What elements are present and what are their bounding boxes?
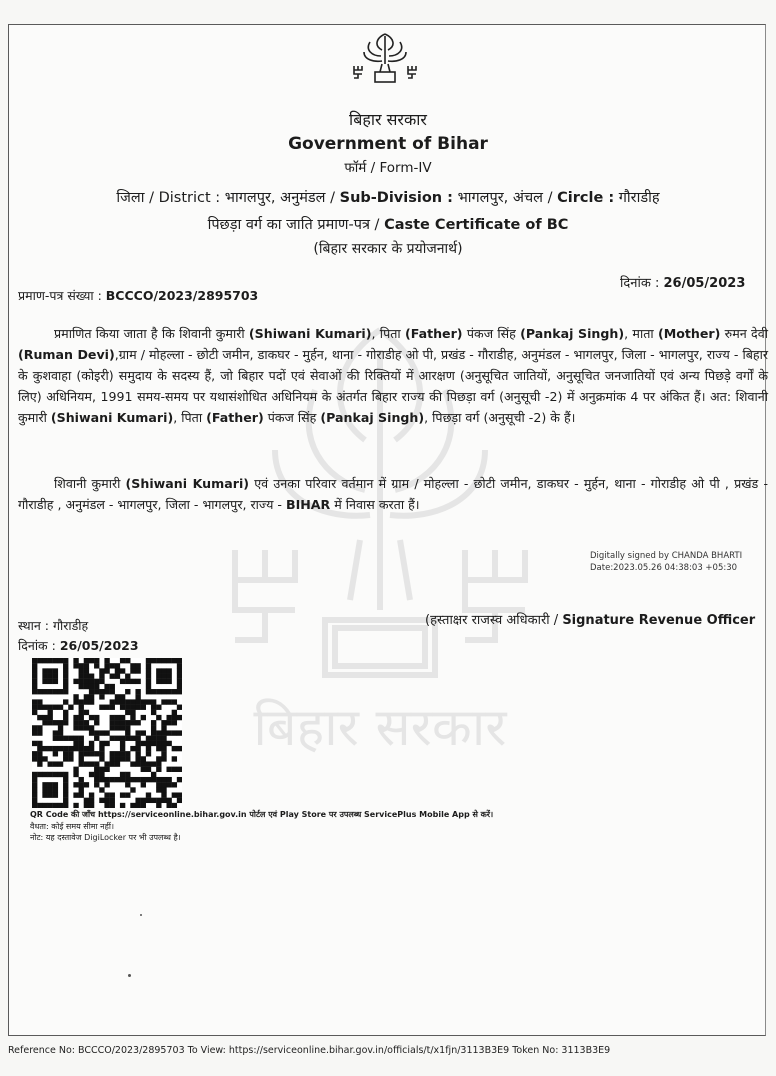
place-date-block — [18, 616, 139, 656]
qr-code — [32, 658, 182, 808]
location-line — [0, 187, 776, 207]
date-value: 26/05/2023 — [663, 276, 746, 291]
certificate-number-label: प्रमाण-पत्र संख्या : — [18, 288, 102, 303]
qr-note-text-b: पोर्टल एवं Play Store पर उपलब्ध — [246, 810, 365, 819]
qr-note-text-c: से करें। — [469, 810, 494, 819]
body-text-segment: (Shiwani Kumari) — [125, 476, 250, 491]
digital-signature-signer: Digitally signed by CHANDA BHARTI — [590, 551, 743, 561]
body-text-segment: , पिछड़ा वर्ग (अनुसूची -2) के हैं। — [424, 410, 576, 425]
body-text-segment: (Mother) — [657, 326, 721, 341]
bodhi-tree-emblem — [350, 30, 420, 86]
body-text-segment: पंकज सिंह — [263, 410, 321, 425]
gov-hindi-title: बिहार सरकार — [349, 110, 427, 129]
body-text-segment: (Shiwani Kumari) — [50, 410, 174, 425]
qr-note-line-2: वैधता: कोई समय सीमा नहीं। — [30, 821, 114, 831]
body-text-segment: (Father) — [404, 326, 463, 341]
qr-note-app: ServicePlus Mobile App — [364, 810, 470, 819]
title-english: Caste Certificate of BC — [384, 217, 569, 233]
certificate-body-paragraph-2 — [18, 473, 768, 515]
circle-label: Circle : — [557, 190, 615, 206]
body-text-segment: (Pankaj Singh) — [320, 410, 425, 425]
certificate-number-value: BCCCO/2023/2895703 — [105, 288, 259, 303]
body-text-segment: , पिता — [173, 410, 207, 425]
qr-note — [30, 809, 493, 844]
certificate-title — [0, 214, 776, 234]
body-text-segment: (Shiwani Kumari) — [248, 326, 372, 341]
body-text-segment: , पिता — [371, 326, 405, 341]
swastika-left-icon — [354, 66, 362, 78]
date-label: दिनांक : — [620, 276, 660, 291]
place-date-label: दिनांक : — [18, 638, 56, 653]
place-value: गौराडीह — [52, 618, 89, 633]
reference-footer: Reference No: BCCCO/2023/2895703 To View: https://serviceonline.bihar.gov.in/officials/t/x1fjn/3113B3E9 Token No: 3113B3E9 — [8, 1045, 611, 1056]
body-text-segment: पंकज सिंह — [462, 326, 521, 341]
form-label: फॉर्म / Form-IV — [344, 160, 432, 176]
subdivision-label: Sub-Division : — [339, 190, 453, 206]
body-text-segment: में निवास करता हैं। — [330, 497, 420, 512]
qr-note-line-3: नोट: यह दस्तावेज DigiLocker पर भी उपलब्ध है। — [30, 833, 181, 842]
signature-hindi: (हस्ताक्षर राजस्व अधिकारी / — [425, 613, 559, 628]
subdivision-value: भागलपुर, अंचल / — [457, 190, 553, 206]
body-text-segment: एवं उनका परिवार वर्तमान में ग्राम / मोहल्ला - छोटी जमीन, डाकघर - मुर्हन, थाना - गोराडीह ओ पी , प्रखंड - गौराडीह , अनुमंडल - भागलपुर, जिला - भागलपुर, राज्य - — [18, 476, 768, 512]
signature-revenue-officer — [425, 610, 755, 628]
gov-english-title: Government of Bihar — [288, 134, 488, 154]
circle-value: गौराडीह — [618, 190, 660, 206]
qr-note-url[interactable]: https://serviceonline.bihar.gov.in — [97, 810, 247, 819]
digital-signature-date: Date:2023.05.26 04:38:03 +05:30 — [590, 563, 738, 573]
issue-date — [620, 273, 745, 291]
body-text-segment: प्रमाणित किया जाता है कि शिवानी कुमारी — [54, 326, 249, 341]
body-text-segment: रुमन देवी — [720, 326, 768, 341]
certificate-body-paragraph-1 — [18, 323, 768, 428]
place-label: स्थान : — [18, 618, 49, 633]
place-date-line — [18, 636, 139, 656]
body-text-segment: (Father) — [206, 410, 264, 425]
signature-english: Signature Revenue Officer — [562, 613, 756, 628]
title-hindi: पिछड़ा वर्ग का जाति प्रमाण-पत्र / — [207, 217, 380, 233]
digital-signature — [590, 550, 742, 574]
body-text-segment: शिवानी कुमारी — [54, 476, 126, 491]
qr-note-text-a: QR Code की जाँच — [30, 810, 98, 819]
scan-speck — [128, 974, 131, 977]
body-text-segment: , माता — [624, 326, 658, 341]
body-text-segment: ,ग्राम / मोहल्ला - छोटी जमीन, डाकघर - मुर्हन, थाना - गोराडीह ओ पी, प्रखंड - गौराडीह, अनुमंडल - भागलपुर, जिला - भागलपुर, राज्य - बिहार के कुशवाहा (कोइरी) समुदाय के सदस्य हैं, जो बिहार पदों एवं सेवाओं की रिक्तियों में आरक्षण (अनुसूचित जातियों, अनुसूचित जनजातियों एवं अन्य पिछड़े वर्गों के लिए) अधिनियम, 1991 समय-समय पर यथासंशोधित अधिनियम के अंतर्गत बिहार राज्य की पिछड़ा वर्ग (अनुसूची -2) में अनुक्रमांक 4 पर अंकित हैं। अत: शिवानी कुमारी — [18, 347, 768, 425]
place-date-value: 26/05/2023 — [59, 638, 139, 653]
swastika-right-icon — [408, 66, 416, 78]
purpose-line: (बिहार सरकार के प्रयोजनार्थ) — [313, 241, 463, 257]
district-value: भागलपुर, अनुमंडल / — [224, 190, 336, 206]
qr-note-line-1 — [30, 809, 493, 821]
watermark-text: बिहार सरकार — [253, 698, 507, 758]
body-text-segment: (Ruman Devi) — [18, 347, 115, 362]
body-text-segment: BIHAR — [285, 497, 331, 512]
scan-speck — [140, 914, 142, 916]
body-text-segment: (Pankaj Singh) — [520, 326, 625, 341]
place-line — [18, 616, 139, 636]
district-label: जिला / District : — [116, 190, 221, 206]
certificate-number — [18, 287, 258, 304]
